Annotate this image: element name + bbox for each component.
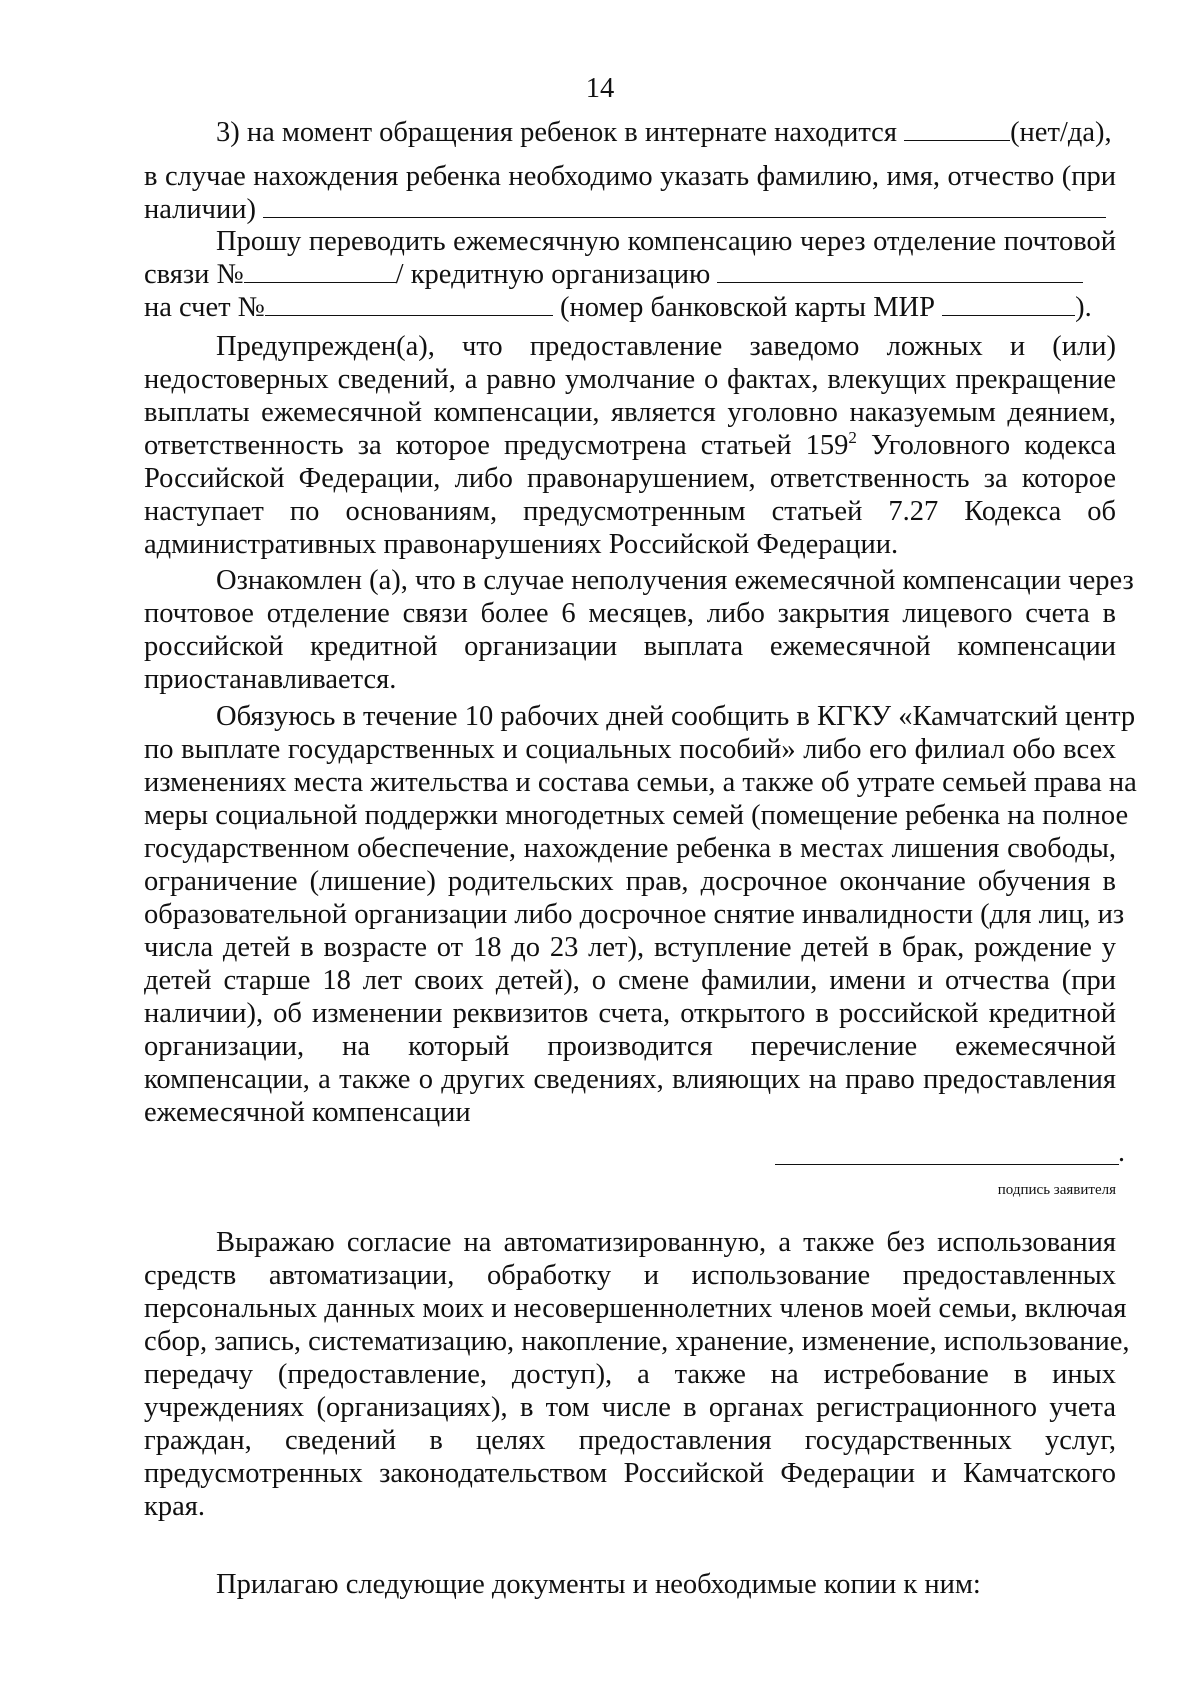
obligation-line3: изменениях места жительства и состава семьи, а также об утрате семьей права на [144, 767, 1137, 798]
credit-org-label: / кредитную организацию [395, 259, 718, 290]
section3-line3-text: наличии) [144, 194, 264, 225]
consent-line9: края. [144, 1491, 205, 1522]
in-boarding-school-field[interactable] [904, 118, 1010, 141]
signature-caption: подпись заявителя [997, 1182, 1116, 1198]
consent-line7: граждан, сведений в целях предоставления государственных услуг, [144, 1425, 1116, 1456]
mir-card-number-field[interactable] [942, 293, 1075, 316]
page-number: 14 [585, 73, 615, 104]
warning-line4: ответственность за которое предусмотрена статьей $159^2$ Уголовного кодекса [144, 428, 1116, 461]
consent-line8: предусмотренных законодательством Российской Федерации и Камчатского [144, 1458, 1116, 1489]
postal-office-label: связи № [144, 259, 244, 290]
credit-organization-field[interactable] [717, 260, 1083, 283]
obligation-line10: наличии), об изменении реквизитов счета, открытого в российской кредитной [144, 998, 1116, 1029]
section3-line2: в случае нахождения ребенка необходимо указать фамилию, имя, отчество (при [144, 161, 1116, 192]
consent-line5: передачу (предоставление, доступ), а также на истребование в иных [144, 1359, 1116, 1390]
mir-card-close: ). [1075, 292, 1092, 323]
acknowledged-line4: приостанавливается. [144, 664, 397, 695]
applicant-signature-field[interactable] [775, 1164, 1119, 1165]
warning-line7: административных правонарушениях Российской Федерации. [144, 529, 899, 560]
obligation-line2: по выплате государственных и социальных пособий» либо его филиал обо всех [144, 734, 1116, 765]
obligation-line13: ежемесячной компенсации [144, 1097, 471, 1128]
consent-line4: сбор, запись, систематизацию, накопление, хранение, изменение, использование, [144, 1326, 1130, 1357]
acknowledged-paragraph [144, 564, 1134, 696]
acknowledged-line1: Ознакомлен (а), что в случае неполучения ежемесячной компенсации через [216, 565, 1134, 596]
account-number-field[interactable] [265, 293, 553, 316]
obligation-line4: меры социальной поддержки многодетных семей (помещение ребенка на полное [144, 800, 1129, 831]
obligation-line8: числа детей в возрасте от 18 до 23 лет), вступление детей в брак, рождение у [144, 932, 1116, 963]
acknowledged-line3: российской кредитной организации выплата ежемесячной компенсации [144, 631, 1116, 662]
obligation-line11: организации, на который производится перечисление ежемесячной [144, 1031, 1116, 1062]
obligation-line12: компенсации, а также о других сведениях, влияющих на право предоставления [144, 1064, 1116, 1095]
child-fullname-field[interactable] [263, 195, 1106, 218]
obligation-line6: ограничение (лишение) родительских прав, досрочное окончание обучения в [144, 866, 1116, 897]
mir-card-label: (номер банковской карты МИР [552, 292, 943, 323]
warning-line6: наступает по основаниям, предусмотренным статьей 7.27 Кодекса об [144, 496, 1116, 527]
attachments-paragraph [144, 1568, 1116, 1601]
obligation-line9: детей старше 18 лет своих детей), о смене фамилии, имени и отчества (при [144, 965, 1116, 996]
consent-paragraph [144, 1226, 1130, 1523]
warning-line5: Российской Федерации, либо правонарушением, ответственность за которое [144, 463, 1116, 494]
warning-line2: недостоверных сведений, а равно умолчание о фактах, влекущих прекращение [144, 364, 1116, 395]
consent-line2: средств автоматизации, обработку и использование предоставленных [144, 1260, 1116, 1291]
consent-line3: персональных данных моих и несовершеннолетних членов моей семьи, включая [144, 1293, 1127, 1324]
superscript-2: 2 [848, 428, 857, 447]
section3-line1-end: (нет/да), [1010, 117, 1112, 148]
transfer-line1: Прошу переводить ежемесячную компенсацию через отделение почтовой [216, 226, 1116, 257]
account-number-label: на счет № [144, 292, 265, 323]
warning-paragraph [144, 330, 1116, 561]
postal-office-number-field[interactable] [244, 260, 396, 283]
obligation-line7: образовательной организации либо досрочное снятие инвалидности (для лиц, из [144, 899, 1125, 930]
section3-paragraph [144, 116, 1116, 226]
attachments-intro: Прилагаю следующие документы и необходимые копии к ним: [216, 1569, 981, 1600]
section3-line1-text: 3) на момент обращения ребенок в интернате находится [216, 117, 905, 148]
transfer-paragraph [144, 225, 1116, 324]
obligation-line1: Обязуюсь в течение 10 рабочих дней сообщить в КГКУ «Камчатский центр [216, 701, 1136, 732]
obligation-line5: государственном обеспечение, нахождение ребенка в местах лишения свободы, [144, 833, 1116, 864]
warning-line1: Предупрежден(а), что предоставление заведомо ложных и (или) [216, 331, 1116, 362]
signature-dot: . [1118, 1137, 1125, 1168]
consent-line6: учреждениях (организациях), в том числе в органах регистрационного учета [144, 1392, 1116, 1423]
acknowledged-line2: почтовое отделение связи более 6 месяцев, либо закрытия лицевого счета в [144, 598, 1116, 629]
warning-line3: выплаты ежемесячной компенсации, является уголовно наказуемым деянием, [144, 397, 1116, 428]
obligation-paragraph [144, 700, 1137, 1129]
consent-line1: Выражаю согласие на автоматизированную, а также без использования [216, 1227, 1116, 1258]
